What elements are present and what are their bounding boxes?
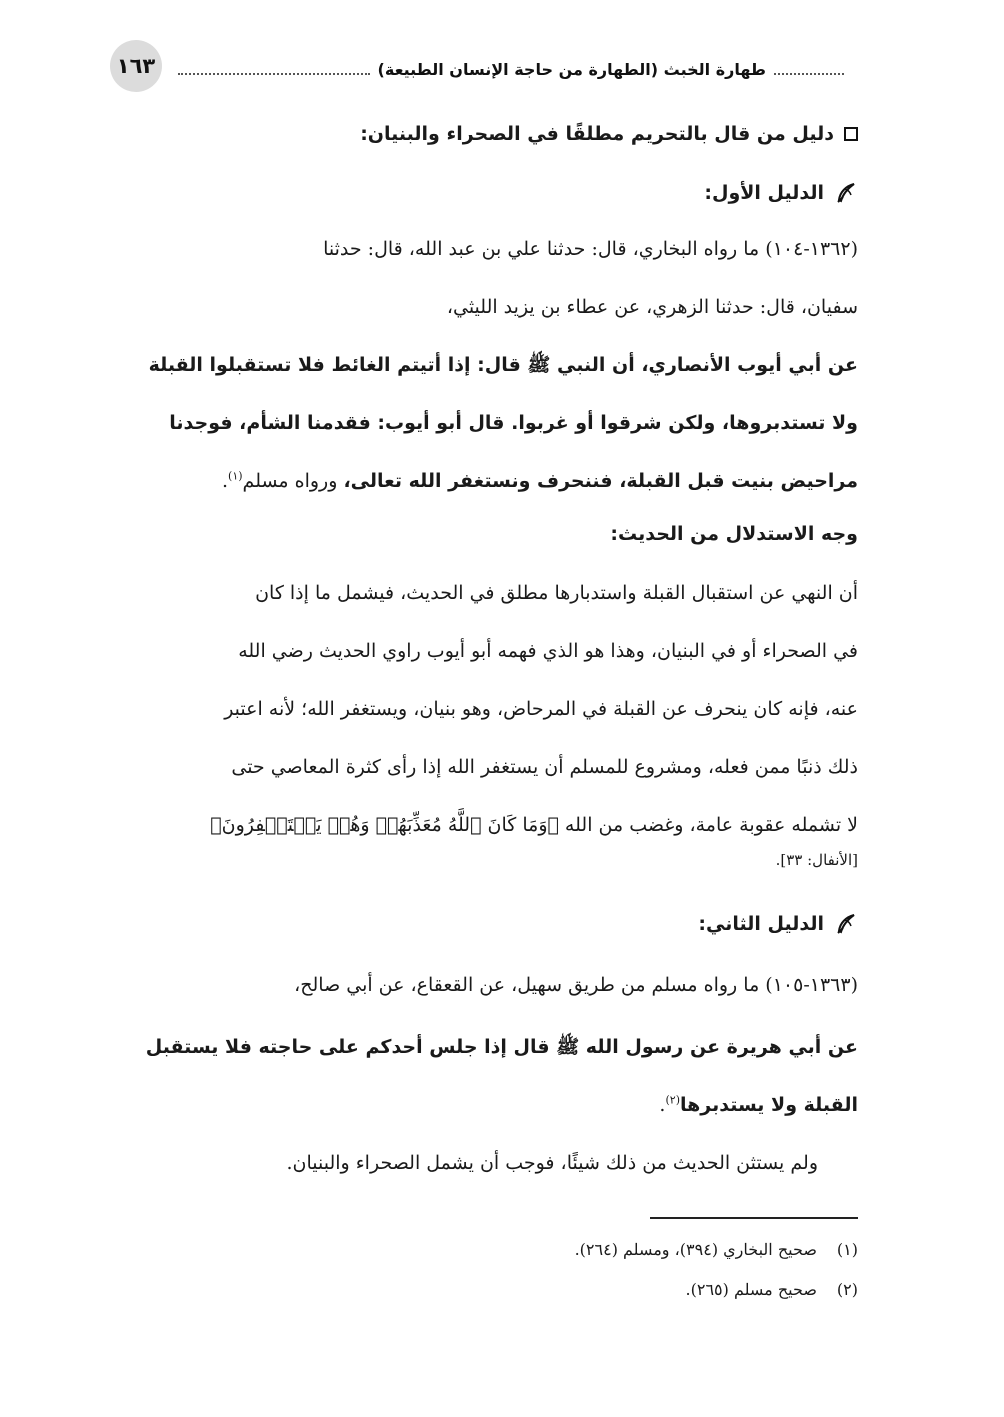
evidence2-chain — [116, 956, 858, 1014]
inference-paragraph — [116, 564, 858, 854]
evidence2-line: (١٣٦٣-١٠٥) ما رواه مسلم من طريق سهيل، عن القعقاع، عن أبي صالح، — [294, 974, 858, 996]
running-title: طهارة الخبث (الطهارة من حاجة الإنسان الطبيعة) — [377, 59, 766, 79]
conclusion-paragraph — [116, 1134, 818, 1192]
evidence1-chain — [116, 220, 858, 336]
hadith1-line: ولا تستدبروها، ولكن شرقوا أو غربوا. قال أبو أيوب: فقدمنا الشأم، فوجدنا — [169, 412, 858, 434]
footnote-2 — [686, 1278, 858, 1302]
hadith1-end: . — [221, 470, 229, 492]
conclusion-line: ولم يستثن الحديث من ذلك شيئًا، فوجب أن يشمل الصحراء والبنيان. — [286, 1152, 818, 1174]
hadith2-line: عن أبي هريرة عن رسول الله ﷺ قال إذا جلس أحدكم على حاجته فلا يستقبل — [145, 1036, 858, 1058]
quill-icon — [834, 912, 858, 936]
hadith2-end: . — [659, 1094, 666, 1116]
evidence2-heading-text: الدليل الثاني: — [698, 913, 824, 935]
hadith1-source: ورواه مسلم — [242, 470, 344, 492]
footnote-text: صحيح مسلم (٢٦٥). — [685, 1280, 817, 1299]
hadith1-last-bold: مراحيض بنيت قبل القبلة، فننحرف ونستغفر الله تعالى، — [343, 470, 858, 492]
quill-icon — [834, 181, 858, 205]
evidence2-heading — [698, 906, 858, 942]
header-dots-right — [774, 73, 844, 75]
running-header — [178, 54, 844, 84]
footnote-number: (١) — [836, 1240, 858, 1259]
footnote-marker-2[interactable]: (٢) — [665, 1093, 680, 1107]
footnote-number: (٢) — [836, 1280, 858, 1299]
inference-line: في الصحراء أو في البنيان، وهذا هو الذي فهمه أبو أيوب راوي الحديث رضي الله — [238, 640, 858, 662]
evidence1-heading-text: الدليل الأول: — [704, 182, 824, 204]
hadith1-text — [116, 336, 858, 510]
hadith2-last-line — [116, 1076, 858, 1134]
footnote-marker-1[interactable]: (١) — [228, 469, 243, 483]
inference-heading-text: وجه الاستدلال من الحديث: — [610, 523, 858, 545]
inference-line: أن النهي عن استقبال القبلة واستدبارها مطلق في الحديث، فيشمل ما إذا كان — [255, 582, 858, 604]
quran-ref-text: [الأنفال: ٣٣]. — [775, 851, 858, 869]
inference-line: عنه، فإنه كان ينحرف عن القبلة في المرحاض، وهو بنيان، ويستغفر الله؛ لأنه اعتبر — [224, 698, 858, 720]
inference-line: ذلك ذنبًا ممن فعله، ومشروع للمسلم أن يستغفر الله إذا رأى كثرة المعاصي حتى — [231, 756, 858, 778]
inference-heading — [610, 516, 858, 552]
inference-line: لا تشمله عقوبة عامة، وغضب من الله ﴿وَمَا كَانَ ٱللَّهُ مُعَذِّبَهُمۡ وَهُمۡ يَسۡتَغۡفِرُونَ﴾ — [210, 814, 858, 836]
section-title: دليل من قال بالتحريم مطلقًا في الصحراء والبنيان: — [360, 123, 834, 145]
evidence1-heading — [704, 175, 858, 211]
section-heading — [360, 116, 858, 152]
header-dots-left — [178, 73, 370, 75]
hadith2-line2: القبلة ولا يستدبرها — [679, 1094, 858, 1116]
hadith2-text — [116, 1018, 858, 1134]
footnote-text: صحيح البخاري (٣٩٤)، ومسلم (٢٦٤). — [574, 1240, 817, 1259]
checkbox-square-icon — [844, 127, 858, 141]
hadith1-line: عن أبي أيوب الأنصاري، أن النبي ﷺ قال: إذا أتيتم الغائط فلا تستقبلوا القبلة — [148, 354, 858, 376]
page-number: ١٦٣ — [110, 40, 162, 92]
footnote-1 — [575, 1238, 858, 1262]
evidence1-line: سفيان، قال: حدثنا الزهري، عن عطاء بن يزيد الليثي، — [446, 296, 858, 318]
evidence1-line: (١٣٦٢-١٠٤) ما رواه البخاري، قال: حدثنا علي بن عبد الله، قال: حدثنا — [323, 238, 858, 260]
hadith1-last-line — [116, 452, 858, 510]
quran-reference — [116, 840, 858, 880]
footnote-divider — [650, 1217, 858, 1219]
